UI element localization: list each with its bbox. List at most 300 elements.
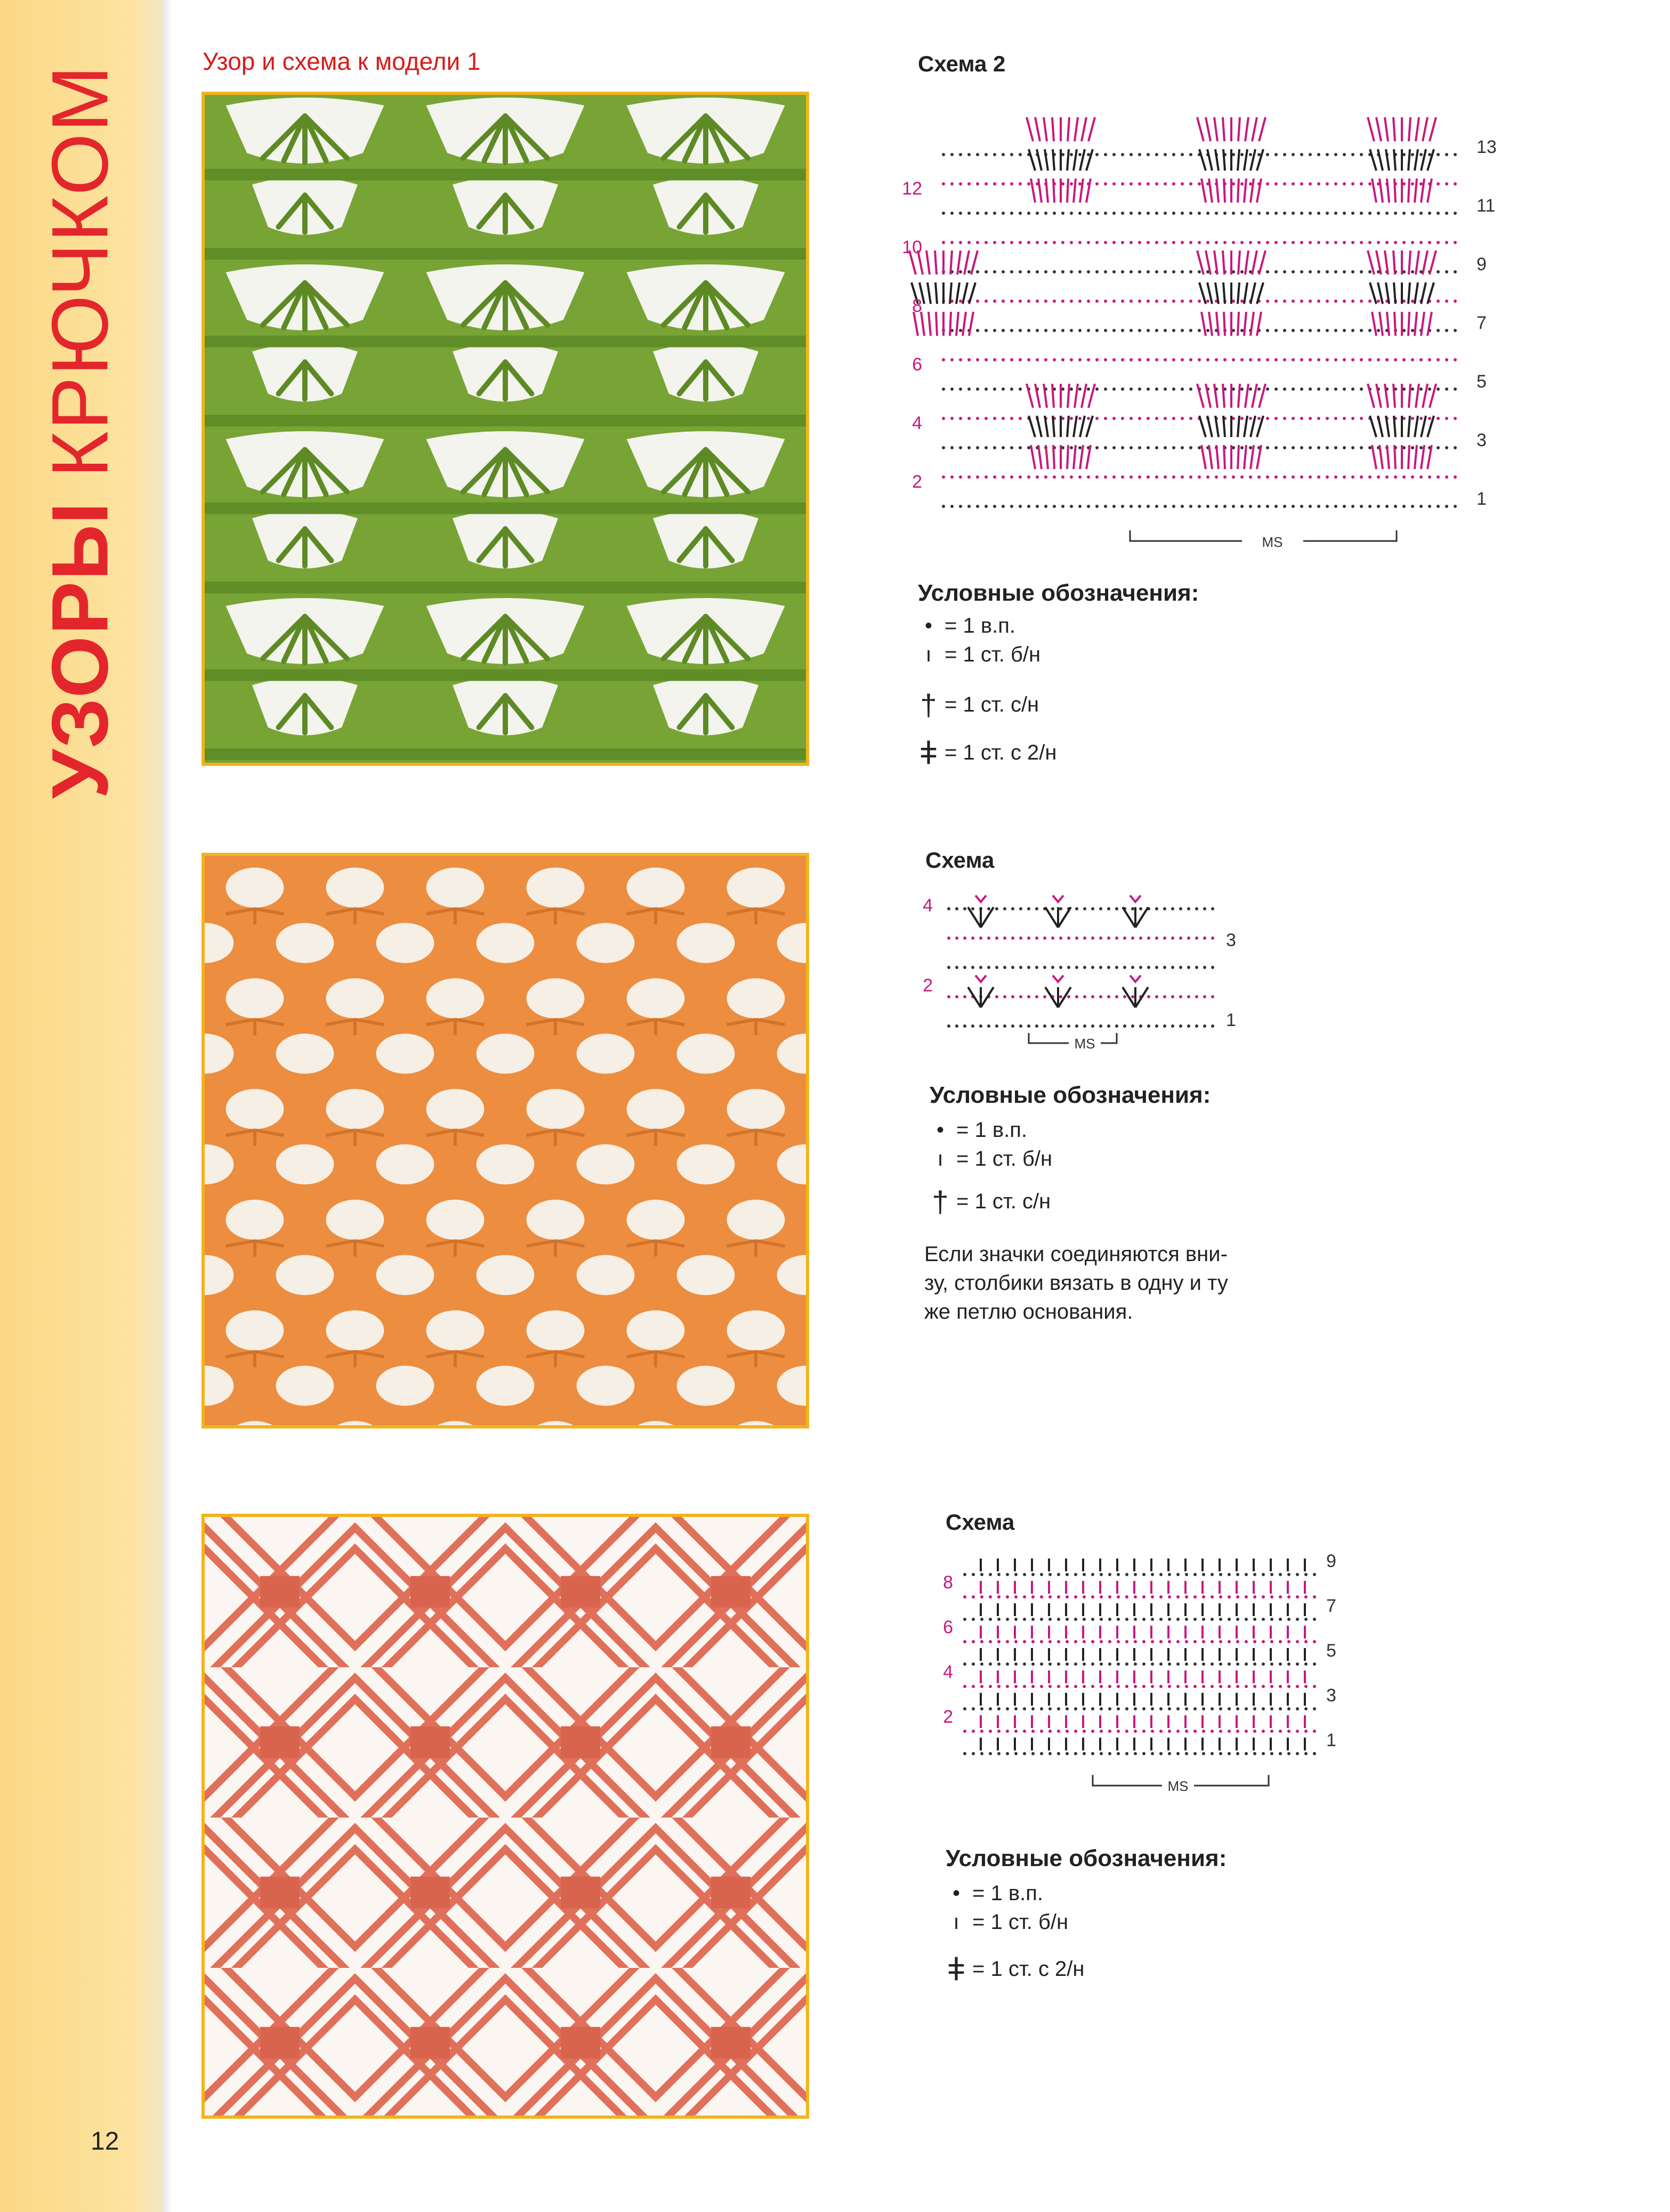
chain-dot (1107, 966, 1110, 969)
chain-dot (1394, 241, 1397, 244)
chain-dot (1313, 1730, 1316, 1733)
chain-dot (1168, 1595, 1171, 1599)
chain-dot (1181, 505, 1184, 508)
legend-text: = 1 ст. с/н (956, 1190, 1051, 1213)
chain-dot (1189, 153, 1192, 156)
chain-dot (1035, 907, 1038, 910)
scheme-2-legend-chain (930, 1118, 1027, 1142)
chain-dot (1164, 153, 1167, 156)
treble-crochet-mark (1027, 117, 1033, 141)
chain-dot (1087, 387, 1090, 391)
chain-dot (1100, 1730, 1103, 1733)
double-crochet-mark (1378, 149, 1383, 171)
chain-dot (1428, 241, 1431, 244)
chain-dot (1075, 966, 1078, 969)
chain-dot (1172, 212, 1175, 215)
double-crochet-mark (1046, 179, 1048, 203)
chain-dot (1117, 1618, 1120, 1621)
chain-dot (1326, 300, 1329, 303)
chain-dot (1134, 1662, 1137, 1666)
chain-dot (1219, 1707, 1222, 1710)
chain-dot (1053, 270, 1056, 273)
chain-dot (1368, 329, 1372, 332)
chain-dot (1228, 1752, 1231, 1755)
chain-dot (1147, 182, 1150, 185)
chain-dot (1185, 1730, 1188, 1733)
chain-dot (963, 1595, 966, 1599)
chain-dot (963, 1573, 966, 1576)
treble-crochet-mark (1376, 117, 1381, 141)
chain-dot (1309, 387, 1312, 391)
chain-dot (1206, 358, 1209, 361)
chain-dot (993, 329, 996, 332)
chain-dot (1283, 212, 1286, 215)
chain-dot (1394, 212, 1397, 215)
chain-dot (1368, 446, 1372, 449)
chain-dot (1236, 1595, 1239, 1599)
chain-dot (976, 212, 979, 215)
chain-dot (1099, 937, 1102, 940)
chain-dot (1131, 937, 1134, 940)
chain-dot (1377, 300, 1380, 303)
chain-dot (1245, 1707, 1248, 1710)
chain-dot (1043, 966, 1046, 969)
chain-dot (967, 505, 971, 508)
double-crochet-mark (1427, 179, 1432, 203)
chain-dot (1223, 505, 1227, 508)
double-crochet-mark (1224, 312, 1225, 336)
chain-dot (1142, 1752, 1145, 1755)
chain-dot (989, 1707, 992, 1710)
chain-dot (1104, 270, 1107, 273)
chain-dot (1078, 446, 1082, 449)
chain-dot (1027, 329, 1030, 332)
chain-dot (1313, 1573, 1316, 1576)
chain-dot (997, 1685, 1001, 1688)
chain-dot (1219, 1573, 1222, 1576)
chain-dot (1240, 212, 1244, 215)
chain-dot (1019, 387, 1022, 391)
chain-dot (959, 270, 962, 273)
chain-dot (995, 966, 998, 969)
chain-dot (1309, 153, 1312, 156)
chain-dot (1123, 1024, 1126, 1028)
chain-dot (1147, 966, 1150, 969)
chain-dot (1108, 1730, 1111, 1733)
chain-dot (967, 446, 971, 449)
chain-dot (995, 995, 998, 998)
fan-stitch-mark (1045, 987, 1058, 1007)
chain-dot (1059, 966, 1062, 969)
chain-dot (1304, 1640, 1308, 1643)
double-crochet-mark (1053, 179, 1054, 203)
chain-dot (1292, 182, 1295, 185)
chain-dot (1043, 1024, 1046, 1028)
chain-dot (963, 1685, 966, 1688)
treble-crochet-mark (1088, 117, 1095, 141)
chain-dot (1061, 270, 1064, 273)
note-line: же петлю основания. (924, 1300, 1133, 1323)
chain-dot (1377, 475, 1380, 479)
chain-dot (1202, 1573, 1205, 1576)
chain-dot (1070, 475, 1073, 479)
chain-dot (1206, 475, 1209, 479)
chain-dot (1454, 446, 1457, 449)
chain-dot (1010, 212, 1013, 215)
chain-dot (955, 995, 958, 998)
double-crochet-mark (1415, 149, 1418, 171)
chain-dot (1326, 505, 1329, 508)
chain-dot (1163, 966, 1166, 969)
chain-dot (1083, 1595, 1086, 1599)
chain-dot (1274, 329, 1278, 332)
chain-dot (1040, 1595, 1043, 1599)
double-crochet-mark (1086, 149, 1093, 171)
chain-dot (1057, 1640, 1060, 1643)
chain-dot (1257, 417, 1261, 420)
chain-dot (1031, 1685, 1035, 1688)
treble-crochet-icon: ǂ (919, 735, 938, 771)
chain-dot (959, 358, 962, 361)
chain-dot (1300, 475, 1303, 479)
chain-dot (1283, 153, 1286, 156)
chain-dot (997, 1640, 1001, 1643)
chain-dot (1411, 387, 1414, 391)
double-crochet-mark (1209, 312, 1212, 336)
chain-dot (1164, 212, 1167, 215)
chain-dot (980, 1573, 983, 1576)
chain-dot (1070, 300, 1073, 303)
treble-crochet-mark (1393, 117, 1395, 141)
chain-dot (1164, 329, 1167, 332)
chain-dot (1083, 1707, 1086, 1710)
chain-dot (997, 1707, 1001, 1710)
chain-dot (1313, 1685, 1316, 1688)
chain-dot (1368, 241, 1372, 244)
chain-dot (1454, 241, 1457, 244)
chain-dot (1066, 1662, 1069, 1666)
chain-dot (942, 182, 945, 185)
chain-dot (1164, 505, 1167, 508)
chain-dot (1014, 1685, 1018, 1688)
chain-dot (950, 387, 954, 391)
double-crochet-mark (1372, 179, 1376, 203)
chain-dot (1066, 1595, 1069, 1599)
chain-dot (1075, 937, 1078, 940)
row-number: 4 (923, 895, 933, 916)
chain-dot (1087, 241, 1090, 244)
double-crochet-mark (1074, 416, 1077, 437)
chain-dot (1117, 1662, 1120, 1666)
chain-dot (1445, 387, 1448, 391)
chain-dot (1043, 995, 1046, 998)
chain-dot (1377, 241, 1380, 244)
double-crochet-mark (1224, 179, 1225, 203)
treble-crochet-mark (1068, 384, 1069, 408)
chain-dot (1232, 358, 1235, 361)
chain-dot (1091, 995, 1094, 998)
chain-dot (1385, 505, 1389, 508)
chain-dot (1313, 1618, 1316, 1621)
double-crochet-mark (1067, 416, 1069, 437)
chain-dot (950, 153, 954, 156)
chain-dot (1317, 387, 1320, 391)
chain-dot (1189, 475, 1192, 479)
chain-dot (976, 153, 979, 156)
chain-dot (997, 1730, 1001, 1733)
chain-dot (1334, 387, 1337, 391)
chain-dot (1334, 475, 1337, 479)
chain-dot (1249, 505, 1252, 508)
chain-dot (1023, 1573, 1026, 1576)
chain-dot (1123, 937, 1126, 940)
chain-dot (963, 1662, 966, 1666)
chain-dot (1095, 329, 1099, 332)
chain-dot (1296, 1640, 1299, 1643)
chain-dot (1014, 1573, 1018, 1576)
chain-dot (1317, 300, 1320, 303)
chain-dot (1343, 153, 1346, 156)
treble-crochet-mark (1416, 117, 1419, 141)
chain-dot (1003, 907, 1006, 910)
treble-crochet-mark (1082, 117, 1086, 141)
double-crochet-mark (1238, 282, 1239, 304)
chain-dot (1219, 1618, 1222, 1621)
chain-dot (1274, 212, 1278, 215)
chain-dot (1091, 937, 1094, 940)
chain-dot (1083, 1640, 1086, 1643)
chain-dot (1283, 475, 1286, 479)
chain-dot (1228, 1595, 1231, 1599)
fan-top-mark (1130, 895, 1141, 902)
chain-dot (1172, 387, 1175, 391)
chain-dot (1236, 1573, 1239, 1576)
chain-dot (1051, 966, 1054, 969)
chain-dot (1334, 358, 1337, 361)
chain-dot (1130, 446, 1133, 449)
chain-dot (1279, 1752, 1282, 1755)
chain-dot (1326, 329, 1329, 332)
chain-dot (1445, 182, 1448, 185)
legend-text: = 1 в.п. (945, 614, 1015, 637)
chain-dot (1125, 1618, 1128, 1621)
chain-dot (967, 475, 971, 479)
double-crochet-mark (1046, 445, 1048, 469)
chain-stitch-marks (942, 153, 1457, 508)
chain-dot (1139, 1024, 1142, 1028)
chain-dot (1185, 1662, 1188, 1666)
chain-dot (1300, 358, 1303, 361)
chain-dot (1083, 1024, 1086, 1028)
chain-dot (1189, 182, 1192, 185)
scheme-1-legend-title: Условные обозначения: (918, 580, 1199, 606)
chain-dot (1253, 1595, 1256, 1599)
fan-stitch-mark (1135, 987, 1148, 1007)
double-crochet-mark (1037, 149, 1042, 171)
chain-dot (1287, 1707, 1290, 1710)
chain-dot (985, 182, 988, 185)
chain-dot (1040, 1752, 1043, 1755)
double-crochet-mark (1031, 445, 1035, 469)
chain-dot (1130, 417, 1133, 420)
chain-dot (1193, 1640, 1197, 1643)
chain-dot (1010, 417, 1013, 420)
chain-dot (1053, 212, 1056, 215)
chain-dot (950, 475, 954, 479)
chain-dot (1104, 300, 1107, 303)
chain-dot (1343, 446, 1346, 449)
chain-dot (1147, 995, 1150, 998)
chain-dot (1164, 475, 1167, 479)
chain-dot (1019, 241, 1022, 244)
chain-dot (1202, 1707, 1205, 1710)
chain-dot (1317, 212, 1320, 215)
chain-dot (1411, 182, 1414, 185)
chain-dot (985, 300, 988, 303)
chain-dot (1309, 212, 1312, 215)
chain-dot (1202, 1752, 1205, 1755)
chain-dot (1095, 475, 1099, 479)
chain-dot (1249, 153, 1252, 156)
row-number: 9 (1326, 1551, 1336, 1571)
row-number: 6 (943, 1617, 953, 1637)
chain-dot (1454, 212, 1457, 215)
chain-dot (1003, 1024, 1006, 1028)
chain-dot (1078, 475, 1082, 479)
chain-dot (1257, 505, 1261, 508)
chain-dot (959, 212, 962, 215)
chain-dot (1108, 1595, 1111, 1599)
chain-dot (1059, 1024, 1062, 1028)
chain-dot (959, 475, 962, 479)
chain-dot (976, 446, 979, 449)
chain-dot (1075, 1024, 1078, 1028)
chain-dot (947, 995, 950, 998)
chain-dot (1147, 1024, 1150, 1028)
chain-dot (1181, 241, 1184, 244)
double-crochet-mark (1257, 179, 1261, 203)
chain-dot (955, 907, 958, 910)
chain-dot (1048, 1573, 1052, 1576)
chain-dot (1091, 1024, 1094, 1028)
treble-crochet-mark (1035, 117, 1040, 141)
chain-dot (1019, 358, 1022, 361)
chain-dot (1087, 212, 1090, 215)
chain-dot (1236, 1662, 1239, 1666)
chain-dot (1270, 1573, 1273, 1576)
chain-dot (985, 417, 988, 420)
chain-dot (1002, 329, 1005, 332)
chain-dot (1087, 300, 1090, 303)
chain-dot (1019, 907, 1022, 910)
chain-dot (1078, 300, 1082, 303)
chain-dot (1437, 182, 1440, 185)
chain-dot (1181, 475, 1184, 479)
treble-crochet-mark (1238, 251, 1240, 275)
chain-dot (997, 1595, 1001, 1599)
chain-dot (1155, 153, 1158, 156)
chain-dot (947, 907, 950, 910)
chain-dot (1185, 1685, 1188, 1688)
chain-dot (1095, 417, 1099, 420)
chain-dot (1211, 1662, 1214, 1666)
chain-dot (1334, 270, 1337, 273)
chain-dot (972, 1662, 975, 1666)
chain-dot (1104, 329, 1107, 332)
chain-dot (1296, 1685, 1299, 1688)
row-number: 2 (923, 975, 933, 996)
chain-dot (1215, 358, 1218, 361)
chain-dot (1274, 475, 1278, 479)
chain-dot (989, 1752, 992, 1755)
chain-dot (1368, 182, 1372, 185)
chain-dot (1172, 505, 1175, 508)
chain-dot (1125, 1752, 1128, 1755)
chain-dot (1112, 241, 1116, 244)
chain-dot (1343, 417, 1346, 420)
chain-dot (1266, 475, 1269, 479)
chain-dot (1031, 1707, 1035, 1710)
chain-dot (993, 358, 996, 361)
chain-dot (1095, 153, 1099, 156)
chain-dot (1164, 417, 1167, 420)
chain-dot (1095, 505, 1099, 508)
treble-crochet-mark (1430, 251, 1436, 275)
chain-dot (1445, 446, 1448, 449)
chain-dot (1179, 1024, 1182, 1028)
chain-dot (1104, 153, 1107, 156)
chain-dot (1134, 1640, 1137, 1643)
chain-dot (1211, 1640, 1214, 1643)
chain-dot (972, 1685, 975, 1688)
chain-dot (1087, 358, 1090, 361)
chain-dot (1053, 358, 1056, 361)
chain-dot (1104, 505, 1107, 508)
chain-dot (1176, 1662, 1180, 1666)
double-crochet-mark (1216, 312, 1219, 336)
chain-dot (1121, 446, 1124, 449)
chain-dot (971, 1024, 974, 1028)
chain-dot (1171, 995, 1174, 998)
chain-dot (1343, 182, 1346, 185)
chain-dot (1002, 212, 1005, 215)
chain-dot (1168, 1662, 1171, 1666)
chain-dot (1142, 1685, 1145, 1688)
chain-dot (1279, 1640, 1282, 1643)
treble-crochet-mark (926, 251, 930, 275)
chain-dot (1151, 1707, 1154, 1710)
chain-dot (1138, 475, 1141, 479)
chain-dot (1240, 300, 1244, 303)
treble-crochet-mark (1259, 251, 1265, 275)
chain-dot (1006, 1640, 1009, 1643)
chain-dot (1185, 1573, 1188, 1576)
chain-dot (1219, 1640, 1222, 1643)
chain-dot (1139, 937, 1142, 940)
chain-dot (963, 1707, 966, 1710)
chain-dot (1274, 417, 1278, 420)
chain-dot (1083, 995, 1086, 998)
chain-dot (1095, 358, 1099, 361)
chain-dot (1454, 475, 1457, 479)
chain-dot (1112, 212, 1116, 215)
chain-dot (1283, 417, 1286, 420)
double-crochet-mark (1029, 416, 1035, 437)
chain-dot (1454, 300, 1457, 303)
chain-dot (1228, 1618, 1231, 1621)
chain-dot (1176, 1707, 1180, 1710)
legend-text: = 1 ст. с 2/н (945, 741, 1057, 764)
